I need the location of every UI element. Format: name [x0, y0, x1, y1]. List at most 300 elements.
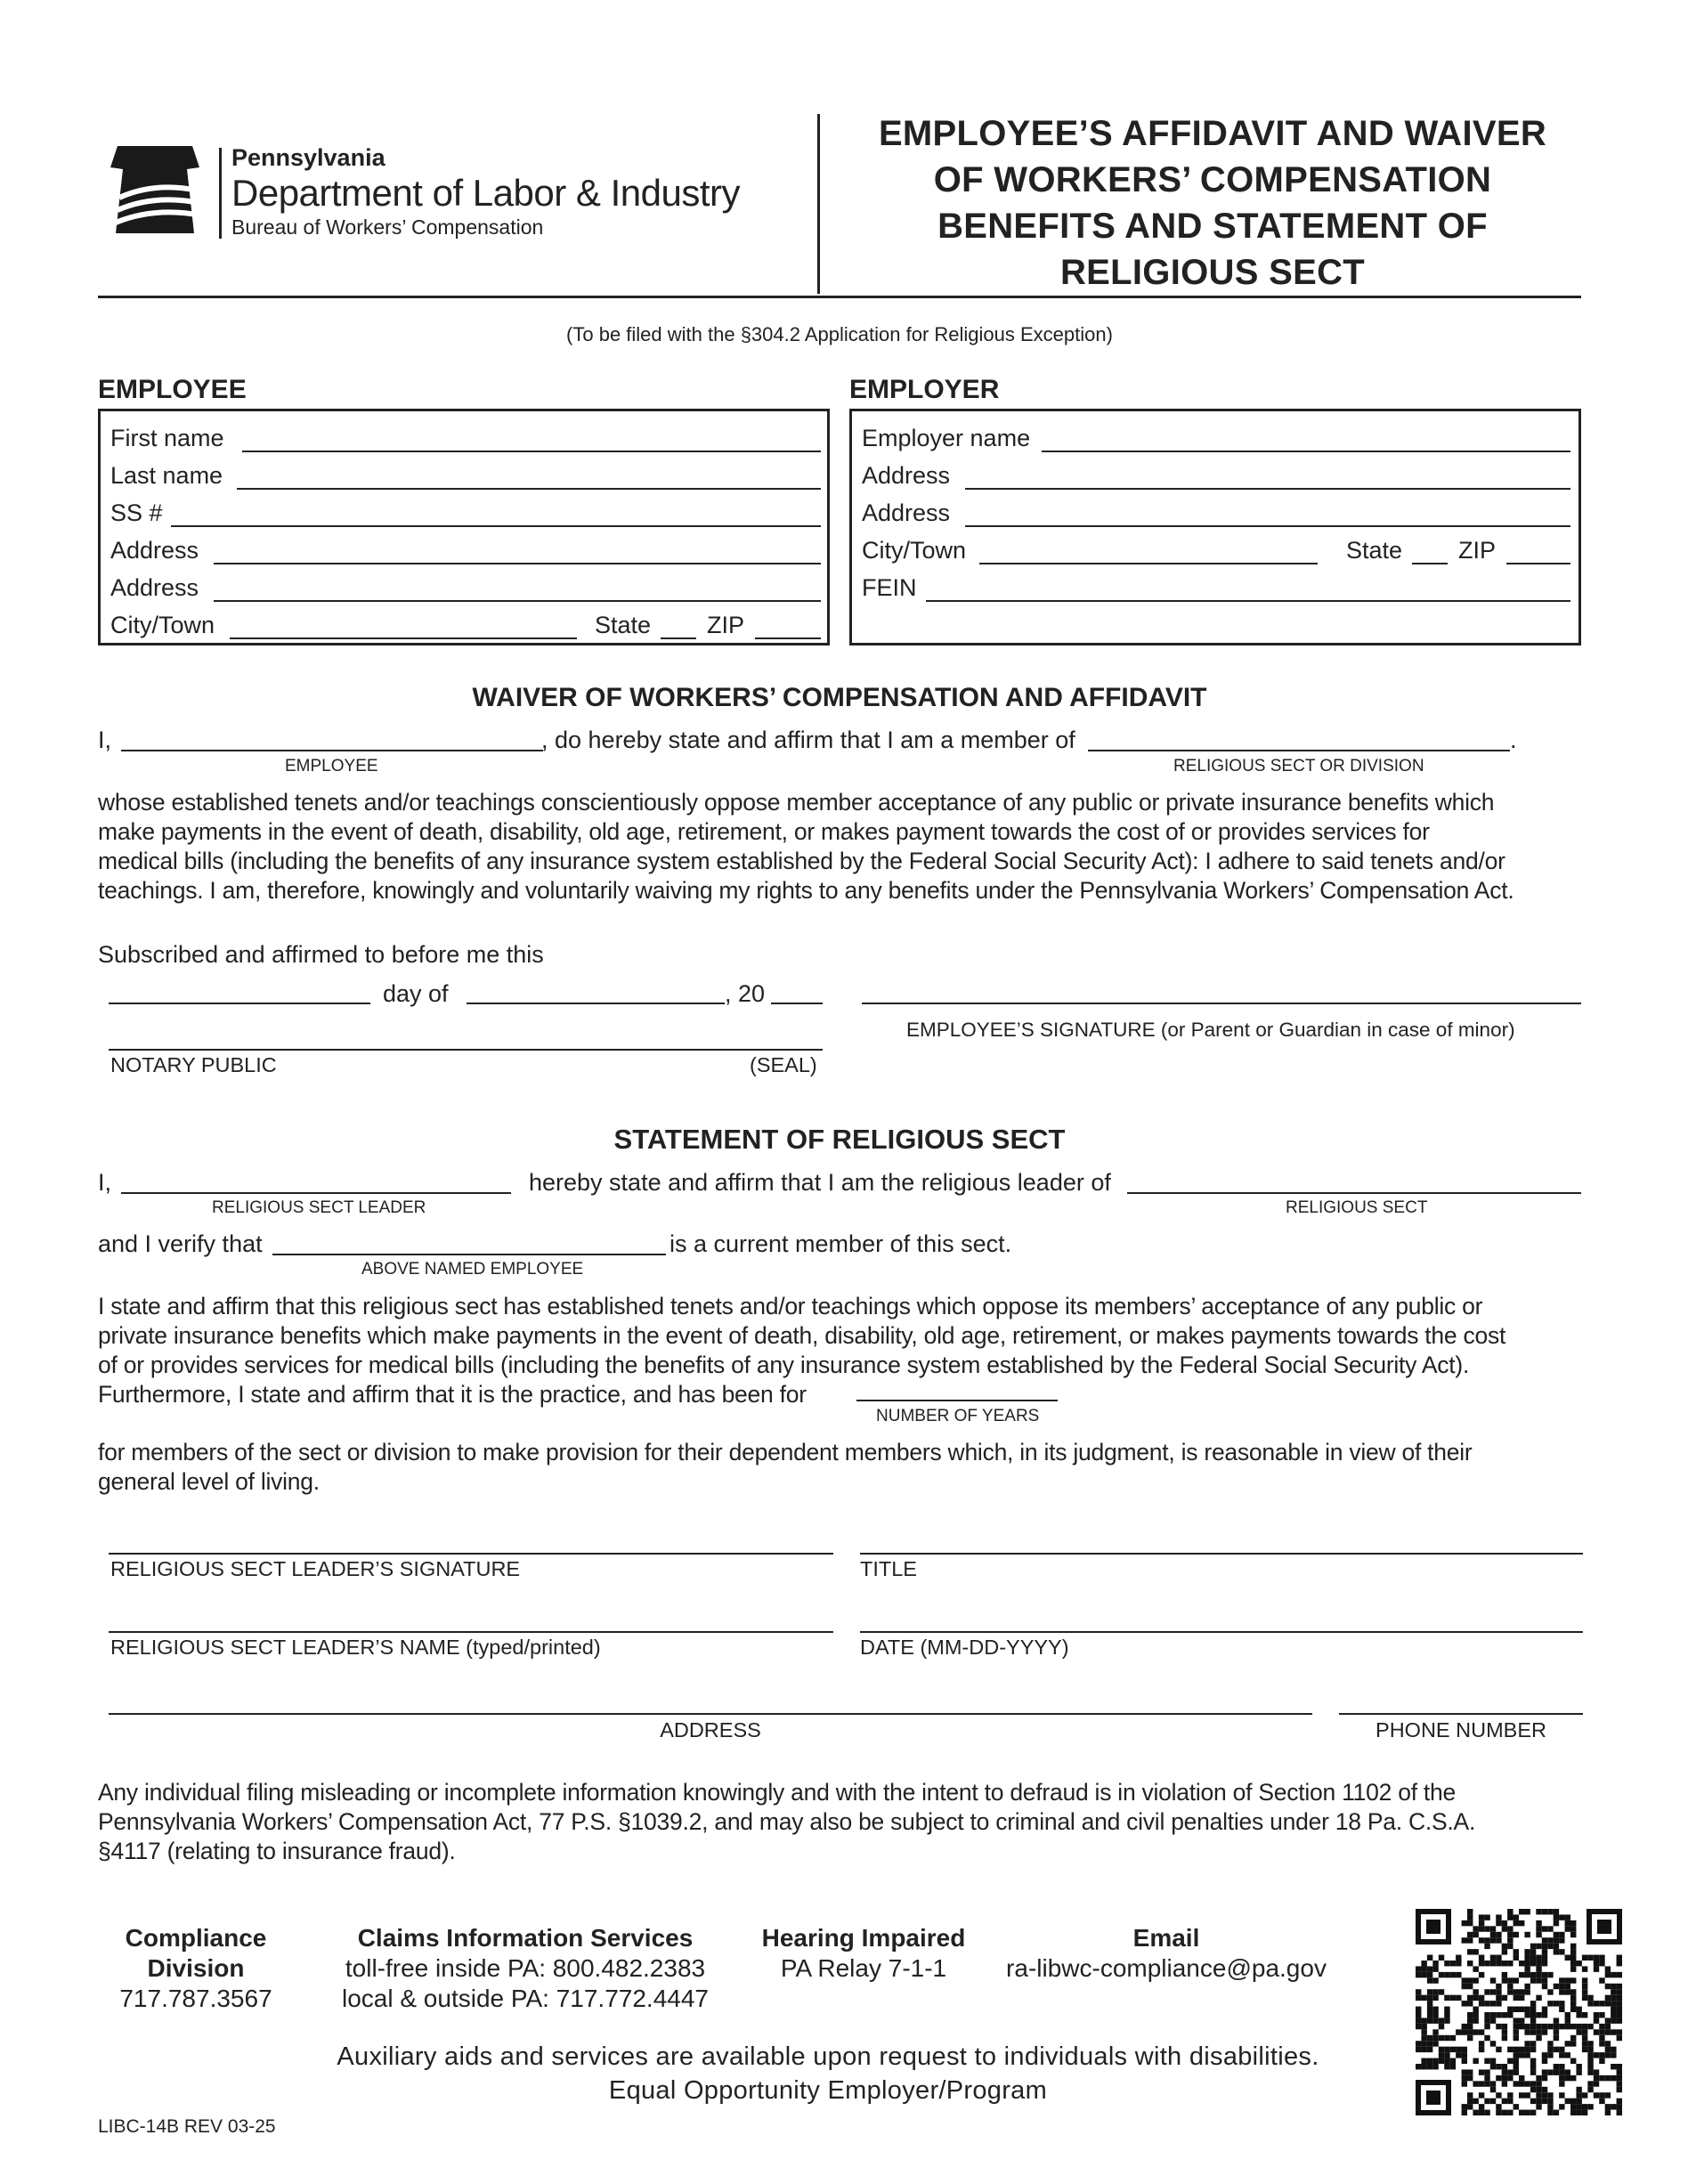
qr-module [1490, 1937, 1496, 1943]
qr-module [1479, 1961, 1484, 1966]
qr-module [1496, 2024, 1501, 2029]
qr-module [1524, 2041, 1530, 2046]
qr-module [1611, 1984, 1616, 1989]
qr-module [1514, 2024, 1519, 2029]
qr-module [1554, 1920, 1559, 1926]
qr-module [1473, 2007, 1478, 2012]
employer-state-label: State [1346, 537, 1403, 564]
qr-module [1617, 2035, 1622, 2041]
logo-state: Pennsylvania [231, 144, 385, 171]
qr-module [1611, 2047, 1616, 2052]
qr-module [1514, 2104, 1519, 2109]
qr-module [1514, 2081, 1519, 2086]
qr-module [1576, 1961, 1581, 1966]
qr-module [1519, 2018, 1524, 2023]
qr-module [1479, 2104, 1484, 2109]
qr-module [1594, 1955, 1599, 1961]
qr-module [1594, 2069, 1599, 2074]
qr-module [1599, 1955, 1604, 1961]
verify-employee-caption: ABOVE NAMED EMPLOYEE [361, 1260, 584, 1279]
fraud-notice-line: §4117 (relating to insurance fraud). [98, 1838, 456, 1864]
qr-module [1611, 1972, 1616, 1977]
qr-module [1519, 1909, 1524, 1914]
qr-module [1547, 2024, 1553, 2029]
statement-tail-line: for members of the sect or division to make provision for their dependent members which, in its judgment, is reasonable in view of their [98, 1439, 1473, 1465]
qr-module [1565, 2052, 1570, 2058]
employee-address1-label: Address [110, 537, 199, 564]
qr-module [1484, 2058, 1489, 2064]
qr-module [1479, 1995, 1484, 2001]
employer-city-field[interactable] [979, 563, 1318, 564]
qr-module [1484, 1926, 1489, 1931]
qr-module [1587, 2064, 1593, 2069]
qr-module [1565, 1926, 1570, 1931]
qr-module [1473, 2110, 1478, 2115]
number-of-years-caption: NUMBER OF YEARS [876, 1407, 1040, 1425]
statement-tail [98, 1438, 1594, 1497]
qr-module [1473, 1989, 1478, 1994]
qr-module [1524, 1909, 1530, 1914]
qr-module [1565, 1955, 1570, 1961]
qr-module [1611, 2018, 1616, 2023]
waiver-i: I, [98, 727, 112, 753]
waiver-employee-field[interactable] [121, 750, 543, 751]
qr-module [1582, 1989, 1587, 1994]
waiver-sect-field[interactable] [1088, 750, 1510, 751]
qr-module [1582, 1984, 1587, 1989]
qr-module [1490, 1989, 1496, 1994]
qr-module [1570, 2104, 1576, 2109]
qr-module [1599, 2058, 1604, 2064]
qr-module [1496, 2064, 1501, 2069]
notary-day-field[interactable] [109, 1003, 370, 1004]
qr-module [1507, 1937, 1513, 1943]
qr-module [1554, 1944, 1559, 1949]
statement-sect-field[interactable] [1127, 1192, 1581, 1194]
leader-title-field[interactable] [860, 1553, 1583, 1555]
qr-module [1421, 2047, 1426, 2052]
employer-state-field[interactable] [1412, 563, 1448, 564]
qr-module [1444, 2052, 1449, 2058]
qr-module [1507, 2075, 1513, 2081]
qr-module [1570, 2024, 1576, 2029]
qr-module [1490, 2012, 1496, 2018]
qr-module [1524, 2081, 1530, 2086]
qr-module [1530, 2012, 1536, 2018]
qr-module [1542, 2024, 1547, 2029]
qr-module [1496, 1937, 1501, 1943]
qr-module [1524, 2029, 1530, 2034]
statement-body-line: of or provides services for medical bills (including the benefits of any insurance system established by the Federal Social Security Act). [98, 1352, 1470, 1378]
employer-address1-label: Address [862, 462, 951, 489]
qr-module [1490, 1961, 1496, 1966]
qr-module [1519, 1961, 1524, 1966]
qr-module [1524, 1955, 1530, 1961]
qr-module [1519, 2092, 1524, 2098]
qr-module [1559, 2024, 1564, 2029]
qr-module [1542, 1961, 1547, 1966]
qr-module [1421, 1972, 1426, 1977]
qr-module [1467, 1937, 1473, 1943]
qr-module [1462, 2052, 1467, 2058]
qr-module [1576, 2007, 1581, 2012]
header-divider [817, 114, 820, 294]
qr-module [1479, 1972, 1484, 1977]
qr-module [1542, 1937, 1547, 1943]
employer-name-field[interactable] [1042, 451, 1570, 452]
qr-module [1576, 2110, 1581, 2115]
qr-module [1514, 2064, 1519, 2069]
employer-address1-field[interactable] [965, 488, 1570, 490]
qr-module [1479, 2001, 1484, 2006]
qr-module [1427, 2012, 1432, 2018]
qr-code-icon[interactable] [1412, 1905, 1626, 2119]
phone-field[interactable] [1339, 1713, 1583, 1715]
qr-module [1507, 1914, 1513, 1920]
qr-module [1484, 1937, 1489, 1943]
qr-module [1542, 1944, 1547, 1949]
qr-module [1473, 1966, 1478, 1971]
qr-module [1599, 2099, 1604, 2104]
qr-module [1421, 1966, 1426, 1971]
qr-module [1547, 2104, 1553, 2109]
qr-module [1582, 2092, 1587, 2098]
day-of-text: day of [383, 980, 449, 1007]
qr-module [1462, 1984, 1467, 1989]
qr-module [1427, 2041, 1432, 2046]
employee-city-field[interactable] [230, 637, 577, 639]
qr-module [1507, 2058, 1513, 2064]
employee-heading: EMPLOYEE [98, 375, 247, 404]
statement-i: I, [98, 1169, 112, 1196]
qr-module [1542, 1955, 1547, 1961]
qr-module [1587, 2052, 1593, 2058]
qr-module [1530, 2024, 1536, 2029]
qr-module [1611, 2064, 1616, 2069]
qr-module [1542, 2092, 1547, 2098]
qr-module [1582, 1977, 1587, 1983]
qr-module [1467, 2035, 1473, 2041]
qr-module [1605, 2041, 1611, 2046]
qr-module [1605, 2047, 1611, 2052]
qr-module [1536, 1926, 1541, 1931]
qr-module [1432, 1961, 1438, 1966]
qr-module [1502, 2012, 1507, 2018]
qr-module [1427, 1995, 1432, 2001]
qr-module [1587, 2001, 1593, 2006]
statement-leader-caption: RELIGIOUS SECT LEADER [212, 1198, 426, 1217]
qr-module [1570, 2035, 1576, 2041]
qr-module [1484, 2099, 1489, 2104]
employee-signature-field[interactable] [862, 1003, 1581, 1004]
leader-name-caption: RELIGIOUS SECT LEADER’S NAME (typed/printed) [110, 1636, 601, 1659]
qr-module [1484, 2110, 1489, 2115]
qr-module [1605, 1995, 1611, 2001]
qr-module [1432, 2035, 1438, 2041]
qr-module [1530, 2069, 1536, 2074]
qr-module [1514, 2007, 1519, 2012]
notary-year-field[interactable] [771, 1003, 823, 1004]
qr-module [1427, 2018, 1432, 2023]
compliance-phone: 717.787.3567 [119, 1985, 272, 2012]
qr-module [1421, 2058, 1426, 2064]
qr-module [1542, 2052, 1547, 2058]
qr-module [1587, 2041, 1593, 2046]
employee-state-field[interactable] [661, 637, 696, 639]
eoe-text: Equal Opportunity Employer/Program [608, 2076, 1048, 2105]
qr-module [1462, 2029, 1467, 2034]
qr-module [1554, 2064, 1559, 2069]
waiver-body-line: teachings. I am, therefore, knowingly and voluntarily waiving my rights to any benefits under the Pennsylvania Workers’ Compensation Act. [98, 877, 1514, 904]
qr-module [1594, 2081, 1599, 2086]
qr-module [1582, 2012, 1587, 2018]
qr-module [1587, 2058, 1593, 2064]
leader-name-field[interactable] [109, 1631, 833, 1633]
qr-module [1467, 2104, 1473, 2109]
qr-module [1565, 2075, 1570, 2081]
qr-module [1536, 1961, 1541, 1966]
qr-module [1507, 2047, 1513, 2052]
qr-module [1536, 1966, 1541, 1971]
qr-module [1536, 1944, 1541, 1949]
qr-module [1599, 1977, 1604, 1983]
qr-module [1570, 1944, 1576, 1949]
qr-module [1559, 2007, 1564, 2012]
qr-module [1467, 2001, 1473, 2006]
qr-module [1507, 1961, 1513, 1966]
qr-module [1554, 1937, 1559, 1943]
qr-module [1582, 2029, 1587, 2034]
qr-module [1536, 2092, 1541, 2098]
qr-module [1514, 1989, 1519, 1994]
employee-zip-field[interactable] [755, 637, 821, 639]
employee-address1-field[interactable] [214, 563, 821, 564]
form-title-line: OF WORKERS’ COMPENSATION [933, 160, 1492, 199]
qr-module [1479, 1914, 1484, 1920]
qr-module [1450, 2047, 1456, 2052]
qr-module [1599, 2052, 1604, 2058]
qr-module [1427, 2007, 1432, 2012]
qr-module [1605, 2052, 1611, 2058]
qr-module [1530, 2007, 1536, 2012]
qr-module [1536, 1955, 1541, 1961]
qr-module [1530, 1977, 1536, 1983]
qr-module [1502, 2069, 1507, 2074]
qr-module [1514, 2018, 1519, 2023]
statement-leader-field[interactable] [121, 1192, 511, 1194]
claims-title: Claims Information Services [357, 1924, 694, 1952]
seal-caption: (SEAL) [750, 1053, 817, 1076]
qr-module [1444, 2012, 1449, 2018]
qr-module [1456, 2029, 1461, 2034]
qr-module [1524, 1932, 1530, 1937]
qr-module [1536, 2087, 1541, 2092]
qr-module [1587, 2087, 1593, 2092]
qr-module [1547, 1989, 1553, 1994]
qr-module [1587, 1995, 1593, 2001]
employee-last-name-field[interactable] [237, 488, 821, 490]
qr-module [1617, 1972, 1622, 1977]
qr-module [1576, 2024, 1581, 2029]
qr-module [1565, 2099, 1570, 2104]
qr-module [1530, 2001, 1536, 2006]
qr-module [1416, 2047, 1421, 2052]
qr-module [1576, 2104, 1581, 2109]
leader-signature-field[interactable] [109, 1553, 833, 1555]
employer-fein-field[interactable] [926, 600, 1570, 602]
qr-module [1439, 2024, 1444, 2029]
qr-module [1467, 1909, 1473, 1914]
qr-module [1502, 1926, 1507, 1931]
qr-module [1599, 2012, 1604, 2018]
qr-module [1421, 1961, 1426, 1966]
qr-module [1547, 2001, 1553, 2006]
qr-module [1444, 1961, 1449, 1966]
qr-module [1462, 1920, 1467, 1926]
qr-module [1416, 1972, 1421, 1977]
qr-module [1536, 2012, 1541, 2018]
qr-module [1444, 2064, 1449, 2069]
qr-module [1462, 1977, 1467, 1983]
qr-module [1502, 1972, 1507, 1977]
qr-module [1421, 2035, 1426, 2041]
qr-module [1416, 2064, 1421, 2069]
qr-module [1427, 2064, 1432, 2069]
qr-module [1427, 1977, 1432, 1983]
qr-module [1484, 1961, 1489, 1966]
qr-module [1416, 2012, 1421, 2018]
qr-module [1542, 1909, 1547, 1914]
qr-module [1444, 2047, 1449, 2052]
verify-employee-field[interactable] [272, 1254, 666, 1255]
qr-module [1611, 2029, 1616, 2034]
qr-module [1432, 2029, 1438, 2034]
qr-module [1507, 1932, 1513, 1937]
qr-module [1524, 1961, 1530, 1966]
qr-module [1559, 1932, 1564, 1937]
email-value[interactable]: ra-libwc-compliance@pa.gov [1006, 1954, 1327, 1982]
employee-zip-label: ZIP [707, 612, 745, 638]
qr-module [1432, 2058, 1438, 2064]
qr-module [1502, 2029, 1507, 2034]
qr-module [1536, 1995, 1541, 2001]
qr-module [1605, 2092, 1611, 2098]
qr-module [1439, 1955, 1444, 1961]
qr-module [1605, 2018, 1611, 2023]
qr-module [1514, 1995, 1519, 2001]
qr-module [1462, 2047, 1467, 2052]
address-caption: ADDRESS [660, 1718, 761, 1742]
qr-module [1496, 1914, 1501, 1920]
fraud-notice-line: Pennsylvania Workers’ Compensation Act, 77 P.S. §1039.2, and may also be subject to criminal and civil penalties under 18 Pa. C.S.A. [98, 1808, 1476, 1835]
qr-module [1507, 2110, 1513, 2115]
employer-zip-field[interactable] [1506, 563, 1570, 564]
qr-module [1530, 1961, 1536, 1966]
employer-fein-label: FEIN [862, 574, 917, 601]
qr-module [1559, 1937, 1564, 1943]
hearing-title: Hearing Impaired [761, 1924, 966, 1952]
qr-module [1599, 1961, 1604, 1966]
qr-module [1559, 2052, 1564, 2058]
qr-module [1599, 2041, 1604, 2046]
number-of-years-field[interactable] [856, 1400, 1058, 1401]
qr-module [1502, 2064, 1507, 2069]
qr-module [1479, 1955, 1484, 1961]
qr-module [1484, 2069, 1489, 2074]
qr-module [1484, 1944, 1489, 1949]
qr-module [1536, 1909, 1541, 1914]
statement-body [98, 1292, 1594, 1409]
qr-module [1507, 1926, 1513, 1931]
qr-module [1421, 2064, 1426, 2069]
notary-public-caption: NOTARY PUBLIC [110, 1053, 277, 1076]
employee-first-name-field[interactable] [242, 451, 821, 452]
qr-module [1582, 1966, 1587, 1971]
qr-module [1490, 1926, 1496, 1931]
notary-month-field[interactable] [467, 1003, 725, 1004]
qr-module [1582, 2047, 1587, 2052]
qr-module [1570, 2110, 1576, 2115]
qr-module [1559, 2001, 1564, 2006]
employer-address2-field[interactable] [965, 525, 1570, 527]
qr-module [1530, 2064, 1536, 2069]
qr-module [1519, 2024, 1524, 2029]
address-field[interactable] [109, 1713, 1312, 1715]
qr-module [1524, 2110, 1530, 2115]
qr-module [1462, 2024, 1467, 2029]
employee-state-label: State [595, 612, 652, 638]
qr-module [1507, 2069, 1513, 2074]
qr-module [1473, 2058, 1478, 2064]
qr-module [1502, 1949, 1507, 1954]
qr-module [1576, 2064, 1581, 2069]
qr-module [1547, 1944, 1553, 1949]
qr-module [1484, 2081, 1489, 2086]
qr-module [1427, 1955, 1432, 1961]
qr-module [1542, 2099, 1547, 2104]
qr-module [1462, 2081, 1467, 2086]
qr-module [1605, 1972, 1611, 1977]
qr-module [1594, 2075, 1599, 2081]
qr-module [1547, 1926, 1553, 1931]
employer-zip-label: ZIP [1458, 537, 1497, 564]
qr-module [1570, 2058, 1576, 2064]
year-prefix-text: , 20 [725, 980, 766, 1007]
qr-module [1444, 2058, 1449, 2064]
notary-signature-field[interactable] [109, 1049, 823, 1051]
employee-city-label: City/Town [110, 612, 215, 638]
qr-module [1524, 2047, 1530, 2052]
qr-module [1570, 1932, 1576, 1937]
qr-module [1479, 1920, 1484, 1926]
qr-module [1554, 2024, 1559, 2029]
qr-module [1432, 1977, 1438, 1983]
qr-module [1599, 2029, 1604, 2034]
employee-address2-field[interactable] [214, 600, 821, 602]
qr-module [1479, 2047, 1484, 2052]
qr-module [1542, 2087, 1547, 2092]
qr-module [1427, 2001, 1432, 2006]
qr-module [1490, 2041, 1496, 2046]
qr-module [1479, 2110, 1484, 2115]
employee-ss-field[interactable] [171, 525, 821, 527]
qr-module [1530, 1944, 1536, 1949]
qr-module [1439, 1989, 1444, 1994]
date-field[interactable] [860, 1631, 1583, 1633]
qr-module [1565, 1920, 1570, 1926]
qr-module [1519, 2110, 1524, 2115]
qr-module [1530, 2018, 1536, 2023]
